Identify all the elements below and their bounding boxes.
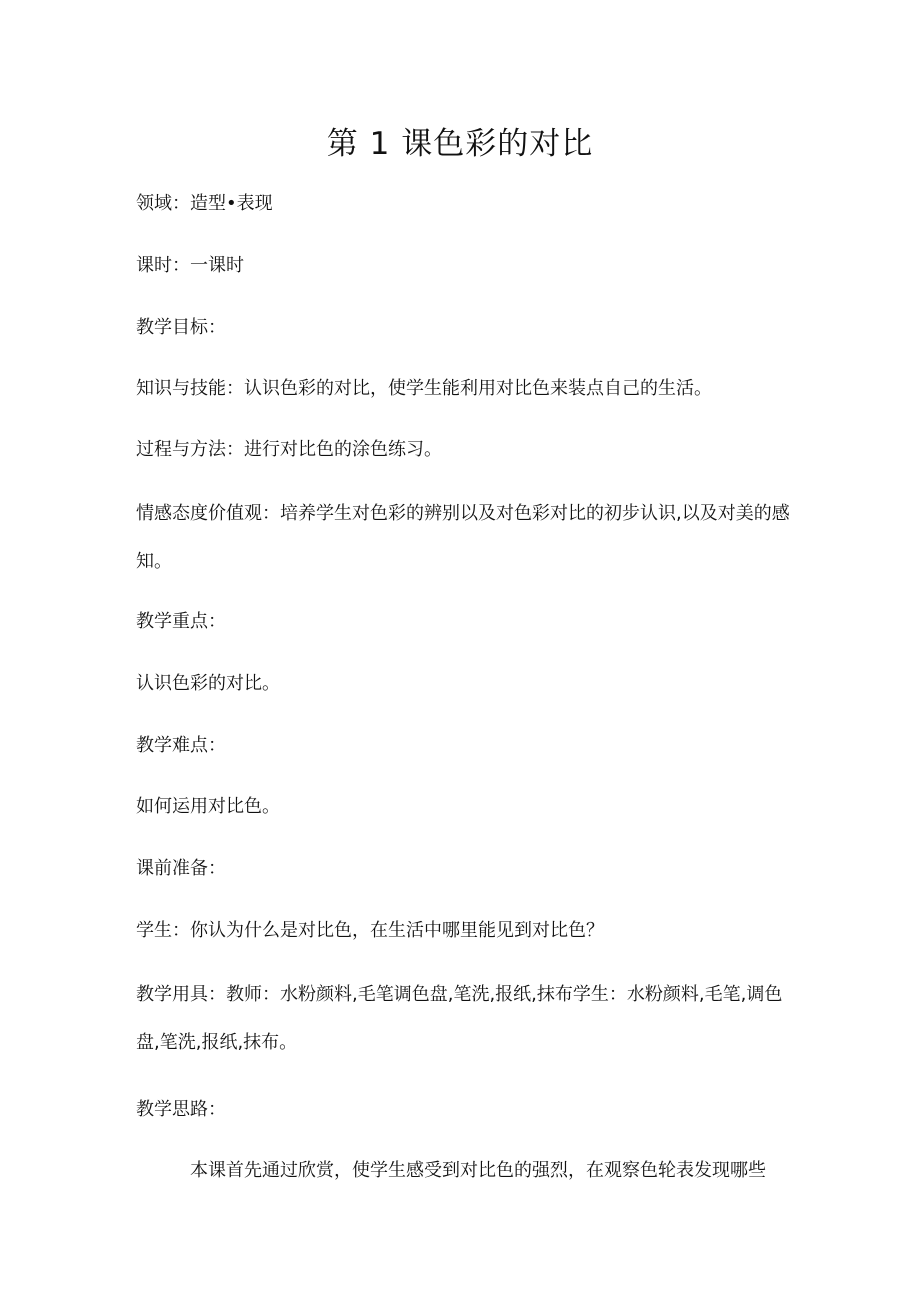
key-points-line: 认识色彩的对比。 xyxy=(136,673,280,694)
difficulties-heading: 教学难点： xyxy=(136,735,226,756)
process-method-line: 过程与方法：进行对比色的涂色练习。 xyxy=(136,439,442,460)
difficulties-line: 如何运用对比色。 xyxy=(136,796,280,817)
page-title: 第 1 课色彩的对比 xyxy=(326,126,594,162)
knowledge-skills-line: 知识与技能：认识色彩的对比，使学生能利用对比色来装点自己的生活。 xyxy=(136,378,712,399)
emotion-values-paragraph: 情感态度价值观：培养学生对色彩的辨别以及对色彩对比的初步认识,以及对美的感知。 xyxy=(136,503,790,572)
teaching-approach-paragraph: 本课首先通过欣赏，使学生感受到对比色的强烈，在观察色轮表发现哪些 xyxy=(190,1160,766,1181)
student-preparation-line: 学生：你认为什么是对比色，在生活中哪里能见到对比色？ xyxy=(136,920,604,941)
teaching-approach-heading: 教学思路： xyxy=(136,1099,226,1120)
class-hours-line: 课时：一课时 xyxy=(136,255,244,276)
preparation-heading: 课前准备： xyxy=(136,858,226,879)
field-line: 领域：造型•表现 xyxy=(136,193,273,214)
key-points-heading: 教学重点： xyxy=(136,611,226,632)
teaching-tools-paragraph: 教学用具：教师：水粉颜料,毛笔调色盘,笔洗,报纸,抹布学生：水粉颜料,毛笔,调色盘,笔洗,报纸,抹布。 xyxy=(136,984,783,1053)
objectives-heading: 教学目标： xyxy=(136,317,226,338)
